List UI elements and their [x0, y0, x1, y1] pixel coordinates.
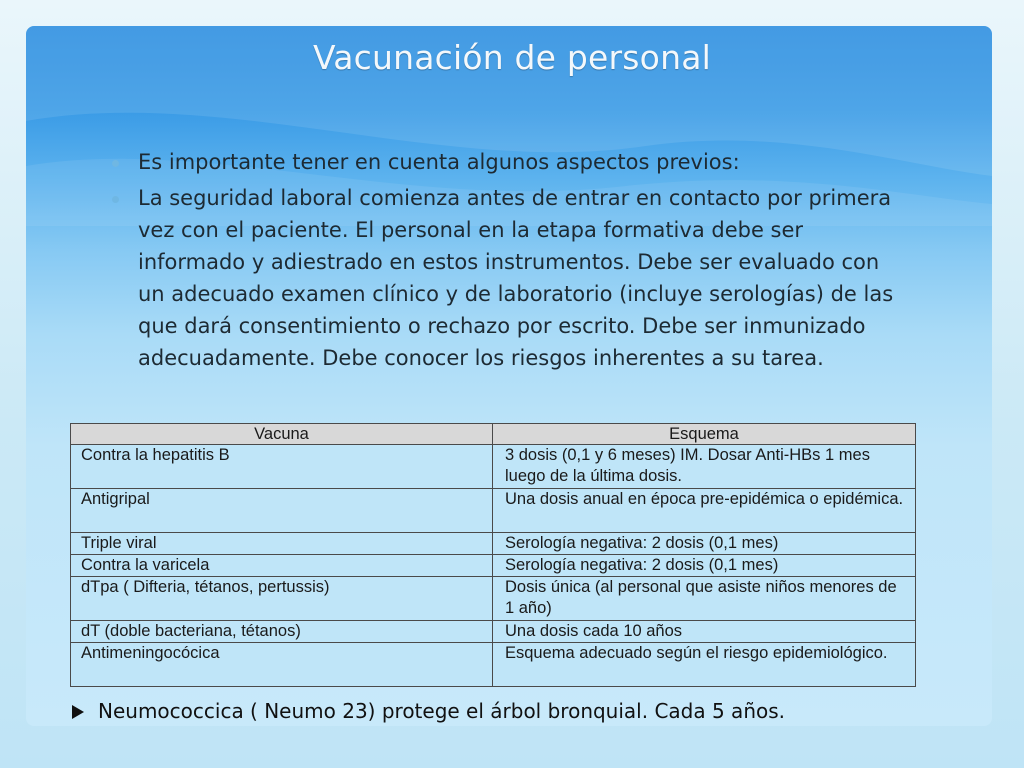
bullet-item: [108, 182, 908, 374]
vaccine-cell: Antimeningocócica: [71, 643, 493, 687]
bullet-list: [108, 146, 908, 374]
footnote: [72, 699, 785, 723]
slide-title: Vacunación de personal: [313, 38, 711, 77]
table-row: [71, 643, 916, 687]
vaccine-cell: Contra la varicela: [71, 555, 493, 577]
table-row: [71, 555, 916, 577]
vaccine-cell: Triple viral: [71, 533, 493, 555]
schedule-cell: 3 dosis (0,1 y 6 meses) IM. Dosar Anti-HBs 1 mes luego de la última dosis.: [493, 445, 916, 489]
schedule-cell: Serología negativa: 2 dosis (0,1 mes): [493, 555, 916, 577]
schedule-cell: Serología negativa: 2 dosis (0,1 mes): [493, 533, 916, 555]
bullet-text: Es importante tener en cuenta algunos aspectos previos:: [138, 150, 740, 174]
schedule-cell: Esquema adecuado según el riesgo epidemiológico.: [493, 643, 916, 687]
schedule-cell: Una dosis anual en época pre-epidémica o epidémica.: [493, 489, 916, 533]
table-row: [71, 577, 916, 621]
bullet-dot-icon: [112, 196, 119, 203]
schedule-cell: Dosis única (al personal que asiste niños menores de 1 año): [493, 577, 916, 621]
vaccine-cell: dT (doble bacteriana, tétanos): [71, 621, 493, 643]
vaccine-cell: Antigripal: [71, 489, 493, 533]
bullet-dot-icon: [112, 160, 119, 167]
bullet-text: La seguridad laboral comienza antes de entrar en contacto por primera vez con el paciente. El personal en la etapa formativa debe ser informado y adiestrado en estos instrumentos. Debe ser evaluado con un adecuado examen clínico y de laboratorio (incluye serologías) de las que dará consentimiento o rechazo por escrito. Debe ser inmunizado adecuadamente. Debe conocer los riesgos inherentes a su tarea.: [138, 186, 894, 370]
bullet-item: [108, 146, 908, 178]
vaccine-cell: Contra la hepatitis B: [71, 445, 493, 489]
column-header-vacuna: Vacuna: [71, 424, 493, 445]
vaccine-cell: dTpa ( Difteria, tétanos, pertussis): [71, 577, 493, 621]
column-header-esquema: Esquema: [493, 424, 916, 445]
table-row: [71, 533, 916, 555]
arrow-bullet-icon: [72, 705, 84, 719]
schedule-cell: Una dosis cada 10 años: [493, 621, 916, 643]
table-row: [71, 489, 916, 533]
vaccine-table: [70, 423, 916, 687]
table-header-row: [71, 424, 916, 445]
footnote-text: Neumococcica ( Neumo 23) protege el árbol bronquial. Cada 5 años.: [98, 699, 786, 723]
table-row: [71, 621, 916, 643]
table-row: [71, 445, 916, 489]
